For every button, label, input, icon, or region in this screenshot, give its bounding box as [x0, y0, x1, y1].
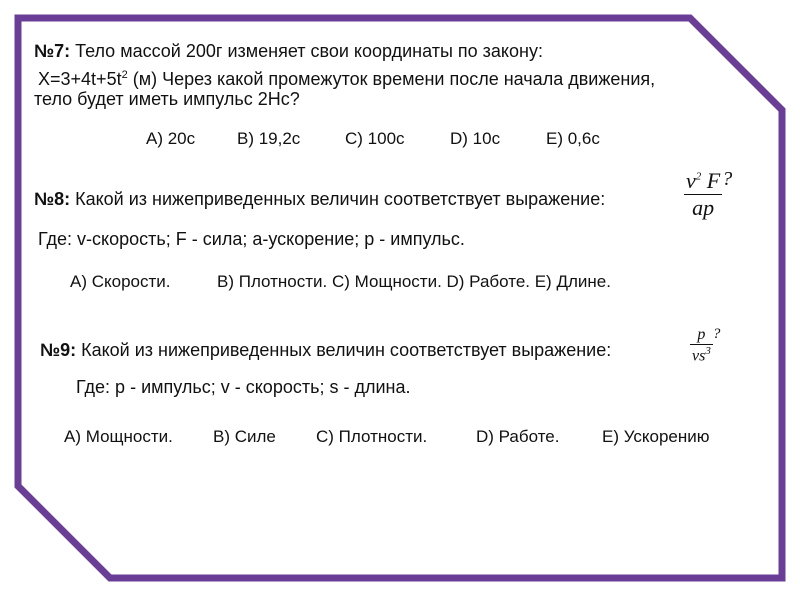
- q8-answer-a: А) Скорости.: [70, 272, 171, 291]
- q7-number: №7:: [34, 41, 71, 61]
- q9-answer-a: А) Мощности.: [64, 427, 173, 446]
- q7-line3: тело будет иметь импульс 2Нс?: [34, 89, 300, 109]
- q8-formula: [684, 168, 732, 221]
- q9-line1: [40, 339, 611, 361]
- q8-answers-rest: В) Плотности. С) Мощности. D) Работе. Е) Длине.: [217, 272, 611, 291]
- q7-equation-rest: (м) Через какой промежуток времени после начала движения,: [127, 69, 656, 89]
- q9-text: Какой из нижеприведенных величин соответствует выражение:: [76, 340, 612, 360]
- q8-fraction: [684, 168, 722, 221]
- q7-answer-e: Е) 0,6с: [546, 129, 600, 148]
- q9-answer-b: В) Силе: [213, 427, 276, 446]
- q9-denominator: $vs^3$: [692, 345, 711, 365]
- q7-line2: [38, 64, 655, 90]
- q7-equation-exponent: 2: [121, 69, 128, 81]
- q7-line1: [34, 40, 543, 62]
- q7-answer-b: В) 19,2с: [237, 129, 301, 148]
- q7-answer-d: D) 10с: [450, 129, 501, 148]
- q9-where: Где: р - импульс; v - скорость; s - длина.: [76, 377, 411, 397]
- q7-text: Тело массой 200г изменяет свои координаты по закону:: [70, 41, 543, 61]
- q9-answer-d: D) Работе.: [476, 427, 560, 446]
- q8-question-mark: ?: [722, 168, 733, 190]
- q9-answer-e: Е) Ускорению: [602, 427, 710, 446]
- q9-number: №9:: [40, 340, 77, 360]
- q8-number: №8:: [34, 189, 71, 209]
- q9-fraction: [690, 326, 713, 365]
- q7-answer-a: А) 20с: [146, 129, 196, 148]
- q8-denominator: ap: [692, 195, 715, 220]
- q7-answer-c: С) 100с: [345, 129, 405, 148]
- q7-equation: X=3+4t+5t: [38, 69, 122, 89]
- q9-question-mark: ?: [712, 326, 721, 342]
- q8-numerator: $v^2$ F: [686, 168, 721, 193]
- q9-numerator: p: [697, 326, 706, 343]
- q9-answer-c: С) Плотности.: [316, 427, 428, 446]
- q9-formula: [690, 326, 720, 365]
- q8-text: Какой из нижеприведенных величин соответствует выражение:: [70, 189, 606, 209]
- q8-line1: [34, 188, 605, 210]
- q8-where: Где: v-скорость; F - сила; а-ускорение; р - импульс.: [38, 229, 465, 249]
